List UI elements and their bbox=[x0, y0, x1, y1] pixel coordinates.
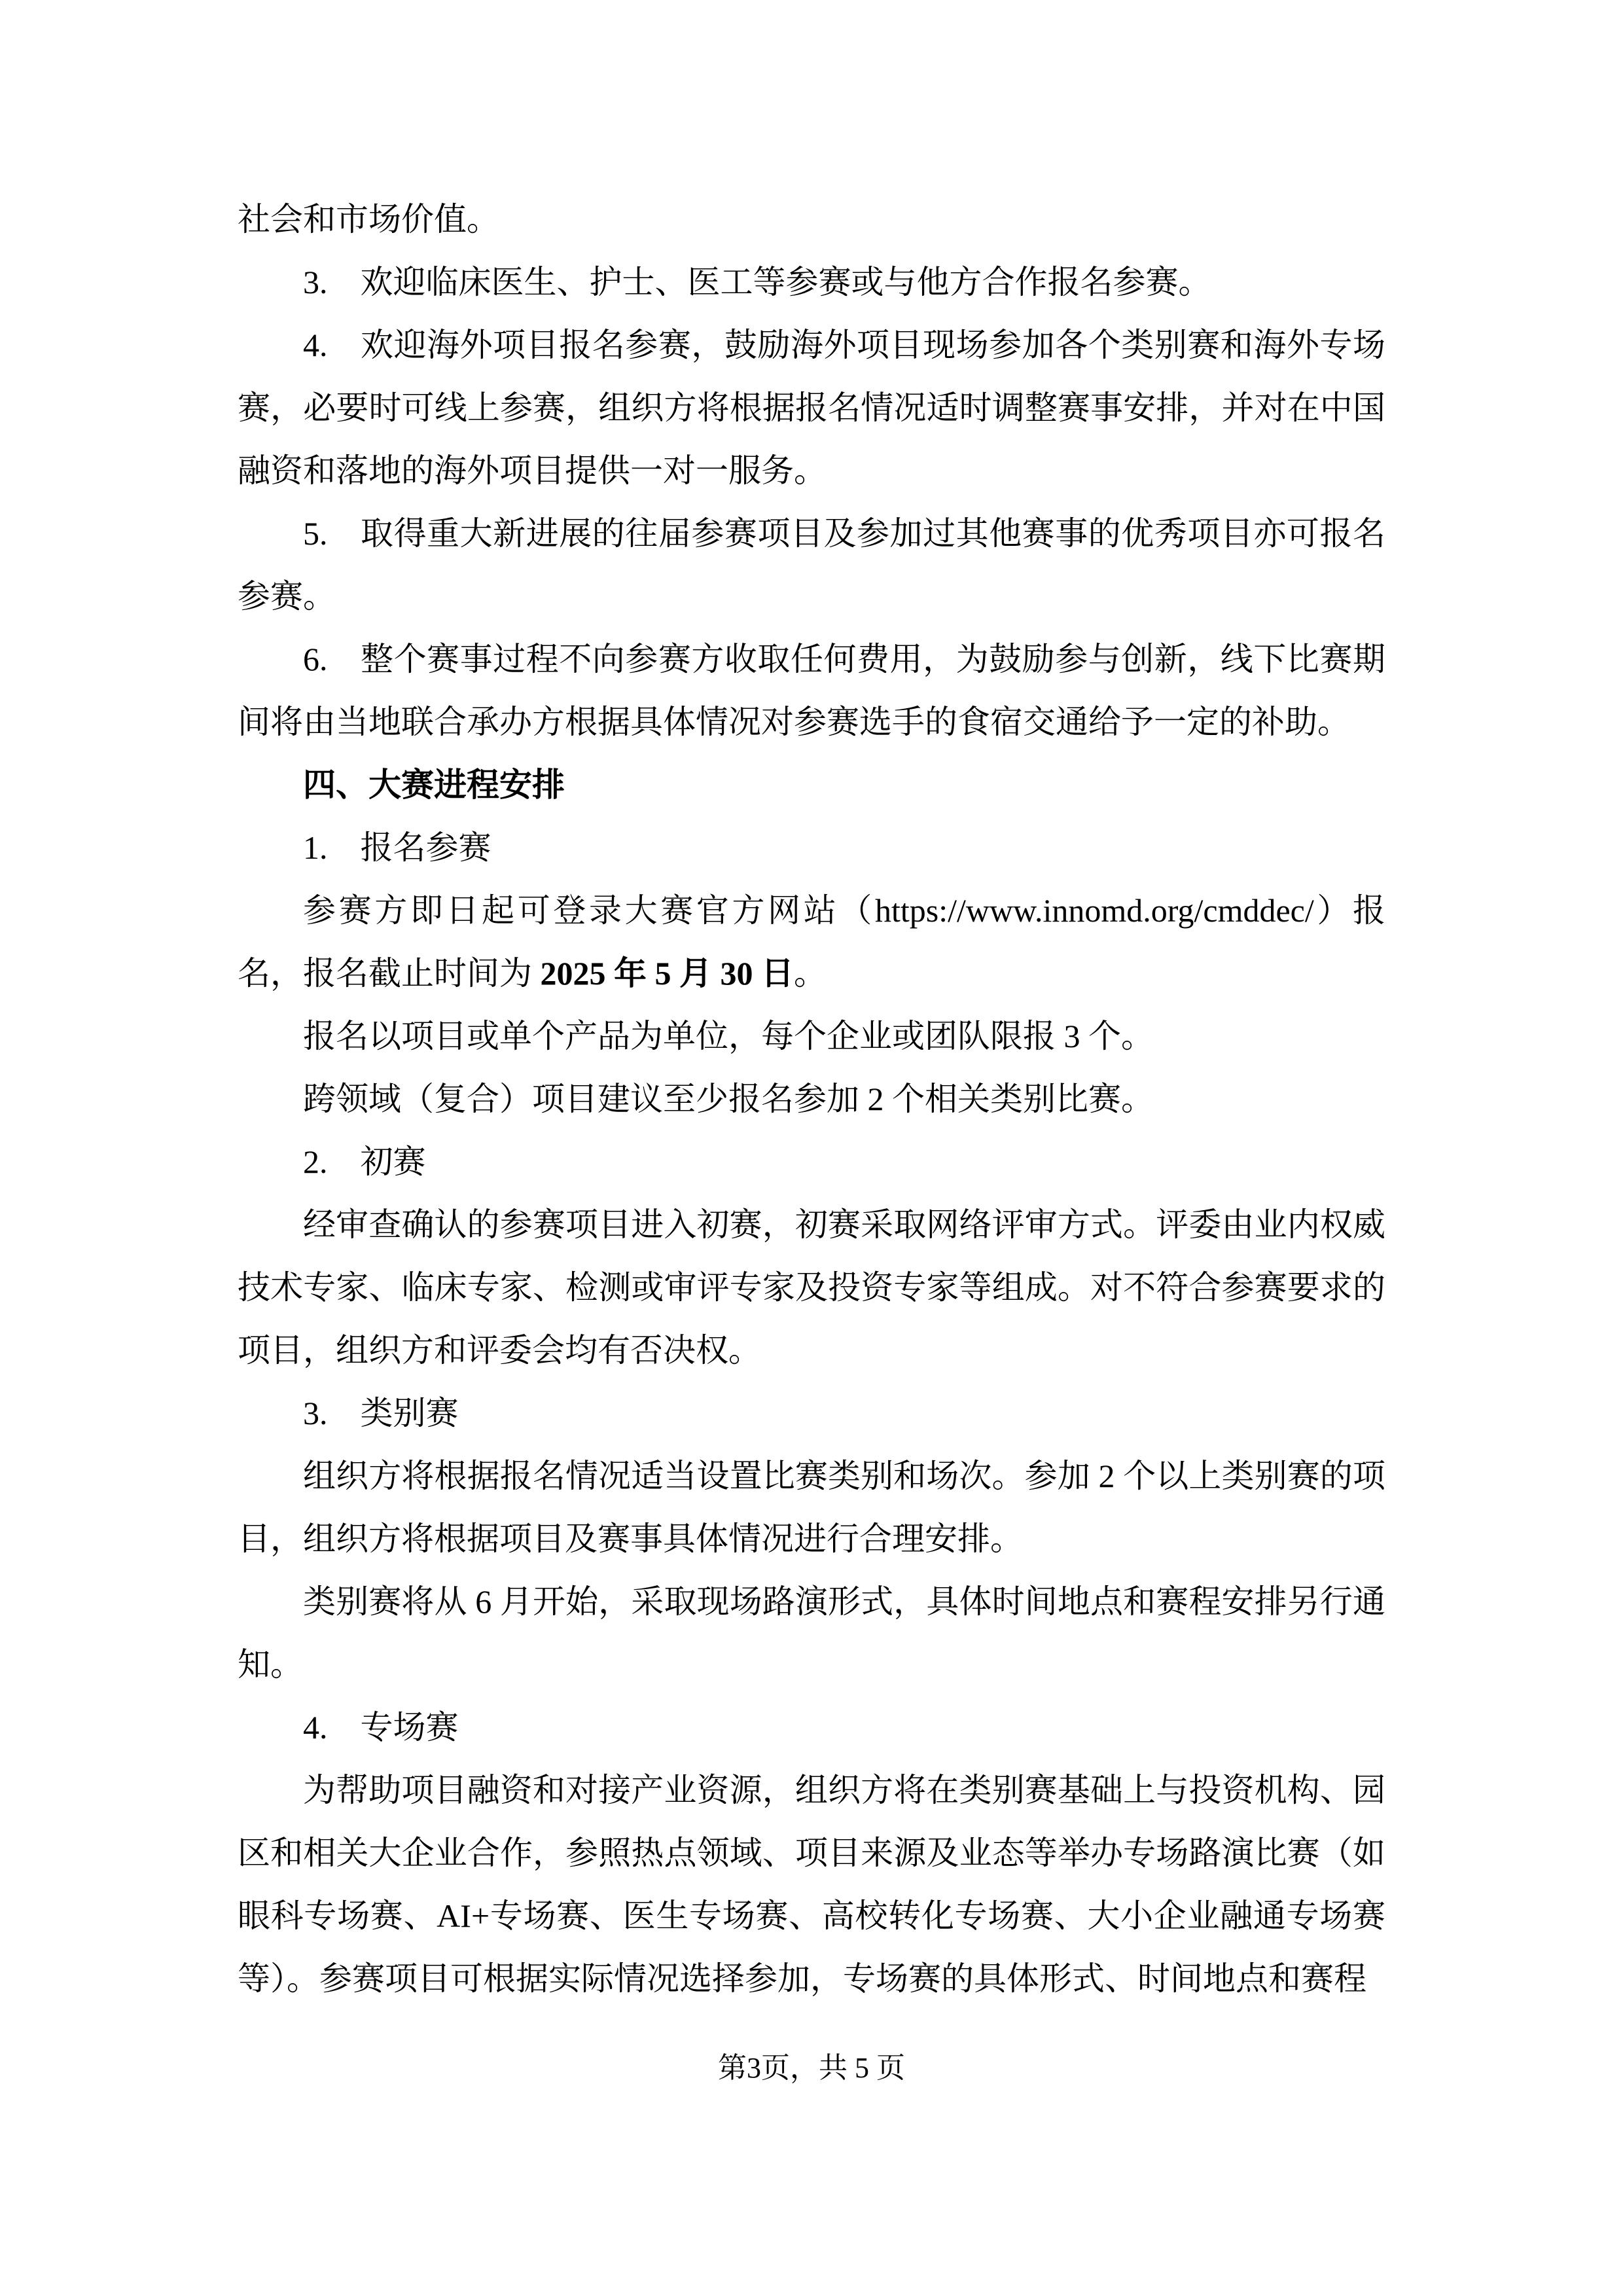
special-session-paragraph: 为帮助项目融资和对接产业资源，组织方将在类别赛基础上与投资机构、园区和相关大企业合作，参照热点领域、项目来源及业态等举办专场路演比赛（如眼科专场赛、AI+专场赛、医生专场赛、高校转化专场赛、大小企业融通专场赛等）。参赛项目可根据实际情况选择参加，专场赛的具体形式、时间地点和赛程 bbox=[238, 1772, 1385, 1997]
page-footer: 第3页，共 5 页 bbox=[718, 2052, 905, 2084]
category-round-paragraph-1: 组织方将根据报名情况适当设置比赛类别和场次。参加 2 个以上类别赛的项目，组织方将根据项目及赛事具体情况进行合理安排。 bbox=[238, 1458, 1385, 1557]
list-item-3: 3. 欢迎临床医生、护士、医工等参赛或与他方合作报名参赛。 bbox=[303, 264, 1211, 300]
signup-text-pre: 参赛方即日起可登录大赛官方网站（ bbox=[303, 892, 875, 929]
list-item-6: 6. 整个赛事过程不向参赛方收取任何费用，为鼓励参与创新，线下比赛期间将由当地联合承办方根据具体情况对参赛选手的食宿交通给予一定的补助。 bbox=[238, 641, 1385, 740]
signup-deadline-date: 2025 年 5 月 30 日 bbox=[540, 955, 794, 992]
signup-text-post: 。 bbox=[794, 955, 827, 992]
list-item-4: 4. 欢迎海外项目报名参赛，鼓励海外项目现场参加各个类别赛和海外专场赛，必要时可线上参赛，组织方将根据报名情况适时调整赛事安排，并对在中国融资和落地的海外项目提供一对一服务。 bbox=[238, 327, 1385, 489]
cross-domain-paragraph: 跨领域（复合）项目建议至少报名参加 2 个相关类别比赛。 bbox=[303, 1081, 1154, 1117]
category-round-paragraph-2: 类别赛将从 6 月开始，采取现场路演形式，具体时间地点和赛程安排另行通知。 bbox=[238, 1583, 1385, 1683]
step-3-heading: 3. 类别赛 bbox=[303, 1395, 459, 1431]
step-4-heading: 4. 专场赛 bbox=[303, 1709, 459, 1746]
signup-text-mid: ）报名，报名截止时间为 bbox=[238, 892, 1386, 992]
competition-website-url: https://www.innomd.org/cmddec/ bbox=[874, 892, 1314, 929]
step-2-heading: 2. 初赛 bbox=[303, 1143, 426, 1180]
signup-paragraph bbox=[238, 879, 1385, 1005]
preliminary-round-paragraph: 经审查确认的参赛项目进入初赛，初赛采取网络评审方式。评委由业内权威技术专家、临床专家、检测或审评专家及投资专家等组成。对不符合参赛要求的项目，组织方和评委会均有否决权。 bbox=[238, 1206, 1385, 1369]
section-heading-4: 四、大赛进程安排 bbox=[303, 766, 565, 803]
step-1-heading: 1. 报名参赛 bbox=[303, 829, 491, 866]
document-body bbox=[238, 188, 1385, 2010]
continuation-paragraph: 社会和市场价值。 bbox=[238, 201, 499, 238]
list-item-5: 5. 取得重大新进展的往届参赛项目及参加过其他赛事的优秀项目亦可报名参赛。 bbox=[238, 515, 1385, 615]
signup-limit-paragraph: 报名以项目或单个产品为单位，每个企业或团队限报 3 个。 bbox=[303, 1018, 1154, 1054]
